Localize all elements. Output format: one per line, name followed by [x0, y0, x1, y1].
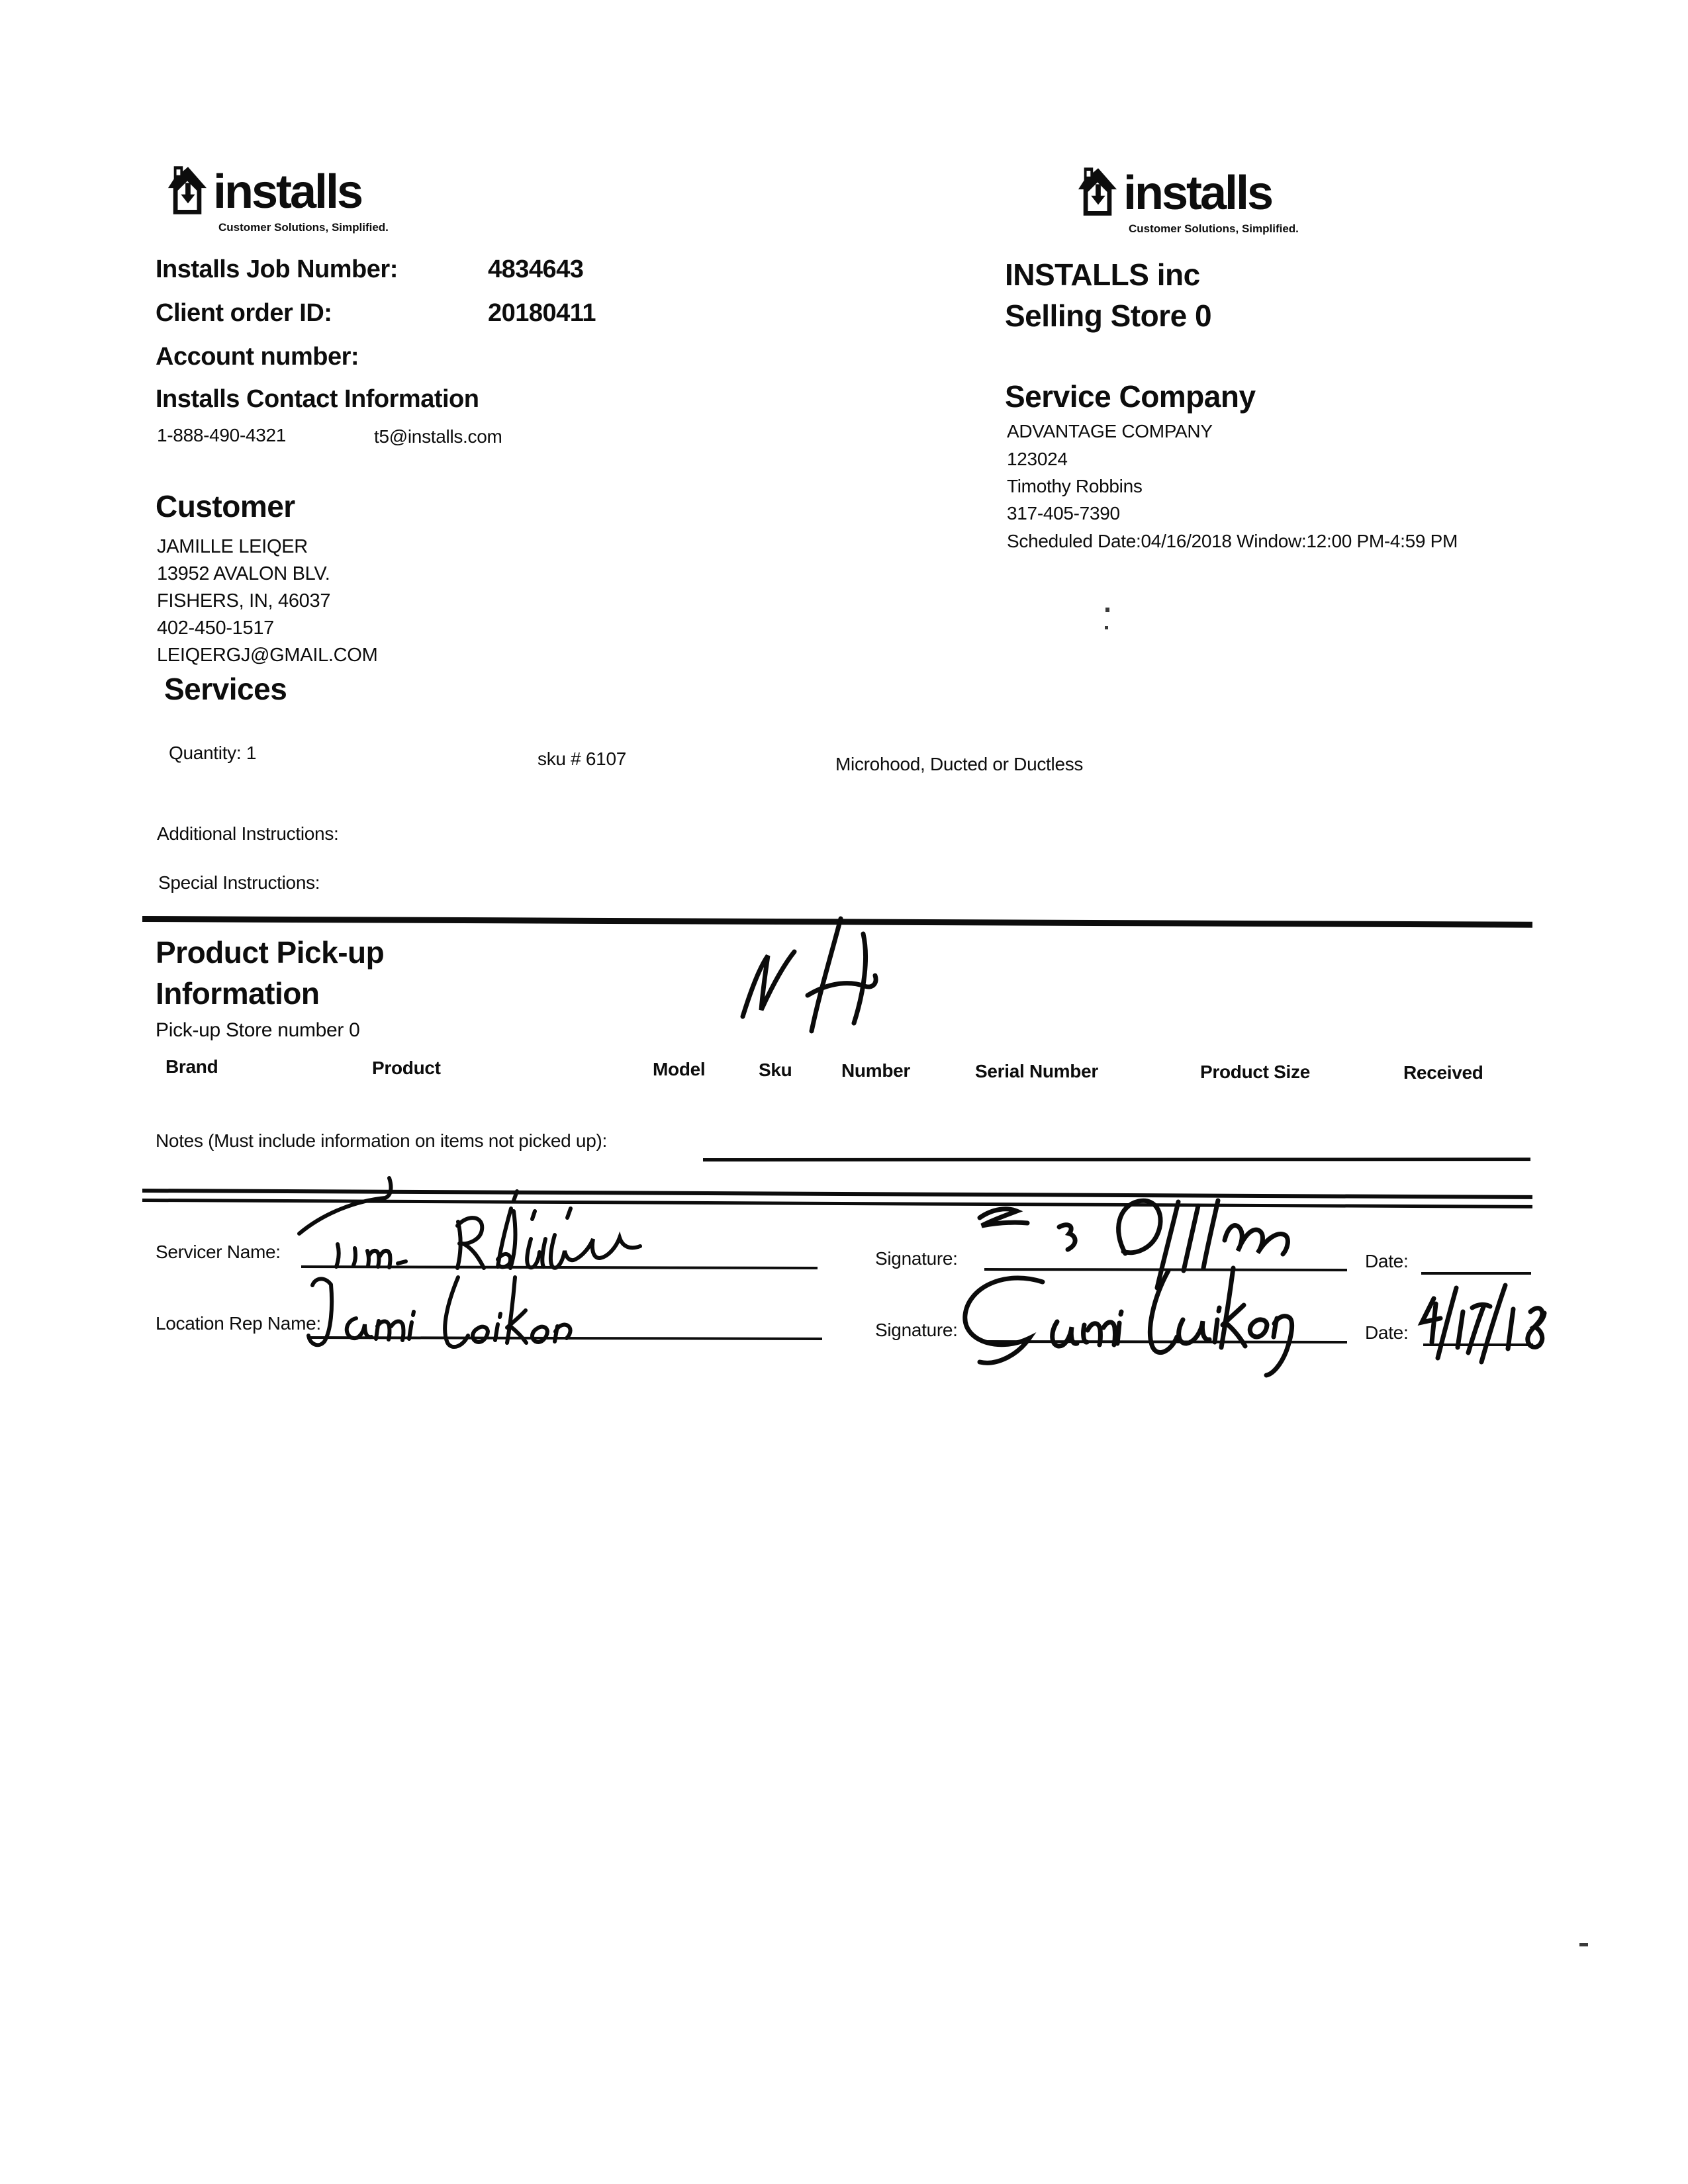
customer-address2: FISHERS, IN, 46037	[157, 590, 331, 612]
contact-phone: 1-888-490-4321	[157, 425, 287, 445]
service-contact-phone: 317-405-7390	[1007, 503, 1120, 523]
house-arrow-icon	[167, 164, 207, 216]
servicer-name-label: Servicer Name:	[156, 1242, 281, 1262]
location-rep-name-label: Location Rep Name:	[156, 1313, 321, 1334]
col-header-product-size: Product Size	[1200, 1062, 1310, 1082]
scheduled-date-line: Scheduled Date:04/16/2018 Window:12:00 PM-4:59 PM	[1007, 531, 1458, 551]
scan-artifact-dot	[1105, 608, 1109, 612]
additional-instructions-label: Additional Instructions:	[157, 823, 339, 844]
handwriting-rep-name	[305, 1268, 688, 1367]
scan-artifact-dash	[1579, 1943, 1588, 1946]
pickup-store-line: Pick-up Store number 0	[156, 1019, 360, 1041]
logo-tagline-right: Customer Solutions, Simplified.	[1129, 222, 1299, 235]
notes-writing-line	[703, 1158, 1530, 1161]
service-company-heading: Service Company	[1005, 379, 1256, 414]
customer-name: JAMILLE LEIQER	[157, 536, 308, 557]
pickup-heading-line2: Information	[156, 976, 320, 1011]
date-label-2: Date:	[1365, 1322, 1409, 1343]
notes-label: Notes (Must include information on items not picked up):	[156, 1130, 607, 1151]
services-heading: Services	[164, 672, 287, 706]
customer-heading: Customer	[156, 489, 295, 523]
service-description: Microhood, Ducted or Ductless	[835, 754, 1084, 774]
logo-brand-text-right: installs	[1123, 167, 1272, 220]
pickup-heading-line1: Product Pick-up	[156, 935, 385, 970]
house-arrow-icon	[1078, 165, 1117, 217]
customer-address1: 13952 AVALON BLV.	[157, 563, 330, 584]
client-order-label: Client order ID:	[156, 299, 332, 327]
scan-artifact-dot	[1105, 626, 1108, 629]
col-header-number: Number	[841, 1060, 910, 1081]
service-company-name: ADVANTAGE COMPANY	[1007, 421, 1213, 441]
col-header-sku: Sku	[759, 1060, 792, 1080]
date-label-1: Date:	[1365, 1251, 1409, 1271]
service-quantity: Quantity: 1	[169, 743, 257, 763]
installs-logo-icon-right	[1078, 165, 1117, 217]
col-header-serial-number: Serial Number	[975, 1061, 1098, 1081]
service-company-number: 123024	[1007, 449, 1068, 469]
customer-phone: 402-450-1517	[157, 617, 274, 639]
client-order-value: 20180411	[488, 299, 596, 327]
special-instructions-label: Special Instructions:	[158, 872, 320, 893]
signature-label-2: Signature:	[875, 1320, 958, 1340]
signature-label-1: Signature:	[875, 1248, 958, 1269]
service-contact-name: Timothy Robbins	[1007, 476, 1143, 496]
logo-brand-text: installs	[213, 165, 362, 218]
contact-heading: Installs Contact Information	[156, 385, 479, 413]
service-sku: sku # 6107	[538, 749, 626, 769]
contact-email: t5@installs.com	[374, 426, 502, 447]
col-header-received: Received	[1403, 1062, 1483, 1083]
logo-tagline: Customer Solutions, Simplified.	[218, 221, 389, 234]
job-number-value: 4834643	[488, 255, 584, 283]
account-number-label: Account number:	[156, 343, 359, 371]
col-header-model: Model	[653, 1059, 706, 1079]
col-header-brand: Brand	[165, 1056, 218, 1077]
date-line-1	[1421, 1272, 1531, 1275]
installs-logo-icon	[167, 164, 207, 216]
handwriting-pickup-na	[733, 917, 892, 1033]
seller-company-name: INSTALLS inc	[1005, 257, 1200, 292]
job-number-label: Installs Job Number:	[156, 255, 398, 283]
col-header-product: Product	[372, 1058, 441, 1078]
date-line-2	[1423, 1343, 1533, 1346]
customer-email: LEIQERGJ@GMAIL.COM	[157, 645, 378, 666]
handwriting-rep-date	[1414, 1277, 1554, 1371]
selling-store: Selling Store 0	[1005, 298, 1212, 333]
handwriting-rep-signature	[950, 1259, 1334, 1378]
